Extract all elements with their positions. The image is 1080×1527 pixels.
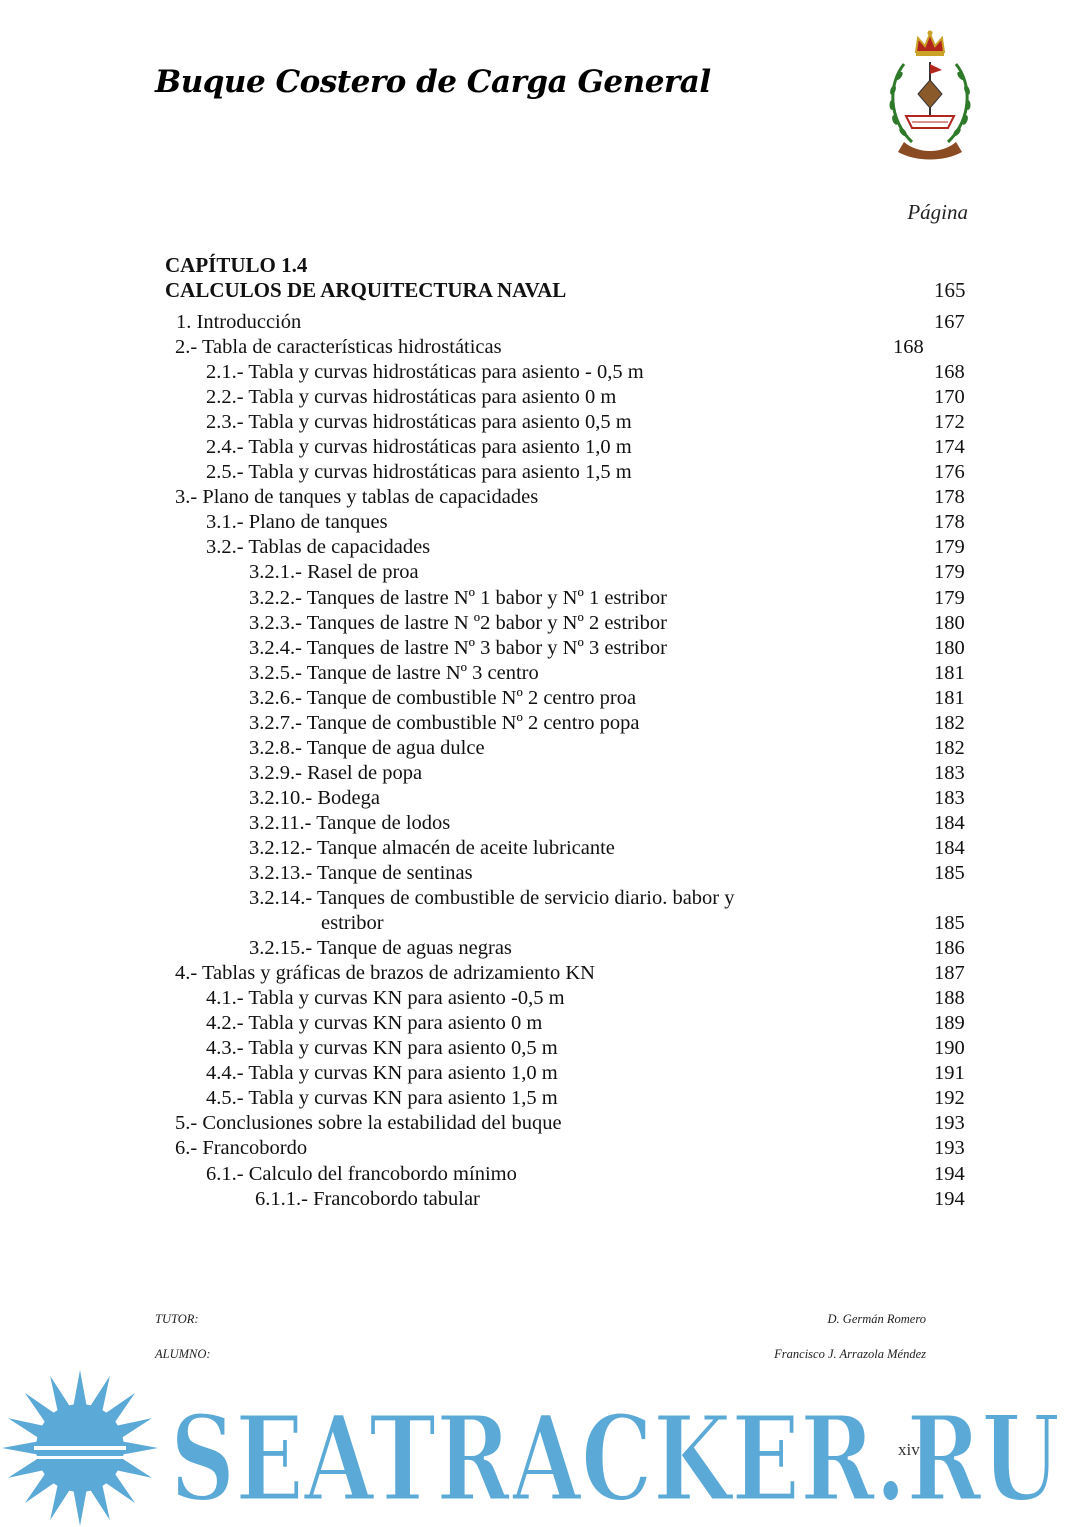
- toc-entry-page: 193: [934, 1137, 965, 1160]
- toc-entry-label: 3.2.3.- Tanques de lastre N º2 babor y Nº 2 estribor: [249, 611, 667, 634]
- toc-entry-label: 3.2.12.- Tanque almacén de aceite lubricante: [249, 836, 615, 859]
- toc-entry-page: 179: [934, 561, 965, 584]
- toc-entry-label: 4.- Tablas y gráficas de brazos de adrizamiento KN: [175, 962, 595, 985]
- toc-entry-label: 3.2.8.- Tanque de agua dulce: [249, 736, 485, 759]
- toc-row: [0, 1036, 1080, 1061]
- toc-row: [0, 736, 1080, 761]
- toc-row: [0, 535, 1080, 560]
- toc-entry-label: 6.- Francobordo: [175, 1137, 308, 1160]
- toc-row: [0, 1011, 1080, 1036]
- toc-entry-page: 192: [934, 1087, 965, 1110]
- toc-row: [0, 786, 1080, 811]
- toc-entry-label: 3.2.2.- Tanques de lastre Nº 1 babor y Nº 1 estribor: [249, 586, 667, 609]
- toc-entry-label: 3.2.9.- Rasel de popa: [249, 761, 423, 784]
- toc-entry-page: 183: [934, 761, 965, 784]
- toc-entry-page: 170: [934, 386, 965, 409]
- toc-row: [0, 510, 1080, 535]
- toc-entry-page: 178: [934, 486, 965, 509]
- toc-entry-page: 178: [934, 511, 965, 534]
- toc-row: [0, 1162, 1080, 1187]
- tutor-name: D. Germán Romero: [827, 1312, 926, 1326]
- toc-row: [0, 886, 1080, 936]
- toc-entry-label: 6.1.- Calculo del francobordo mínimo: [206, 1162, 517, 1185]
- toc-entry-label: 2.3.- Tabla y curvas hidrostáticas para asiento 0,5 m: [206, 411, 632, 434]
- toc-row: [0, 686, 1080, 711]
- toc-row: [0, 636, 1080, 661]
- toc-entry-label-line1: 3.2.14.- Tanques de combustible de servicio diario. babor y: [249, 887, 735, 910]
- toc-entry-label: 3.2.1.- Rasel de proa: [249, 561, 419, 584]
- toc-entry-label: 3.2.5.- Tanque de lastre Nº 3 centro: [249, 661, 539, 684]
- chapter-page: 165: [934, 278, 966, 302]
- toc-row: [0, 611, 1080, 636]
- toc-entry-page: 168: [893, 336, 924, 359]
- toc-entry-label: 2.5.- Tabla y curvas hidrostáticas para asiento 1,5 m: [206, 461, 632, 484]
- toc-row: [0, 1111, 1080, 1136]
- toc-entry-page: 167: [934, 311, 965, 333]
- toc-row: [0, 811, 1080, 836]
- toc-entry-page: 194: [934, 1162, 965, 1185]
- toc-entry-label: 3.- Plano de tanques y tablas de capacidades: [175, 486, 539, 509]
- toc-entry-page: 181: [934, 661, 965, 684]
- toc-entry-page: 180: [934, 636, 965, 659]
- toc-entry-page: 180: [934, 611, 965, 634]
- toc-entry-page: 182: [934, 736, 965, 759]
- toc-entry-label: 4.3.- Tabla y curvas KN para asiento 0,5 m: [206, 1037, 558, 1060]
- toc-entry-page: 174: [934, 436, 965, 459]
- table-of-contents: [0, 310, 1080, 1212]
- toc-row: [0, 936, 1080, 961]
- alumno-label: ALUMNO:: [155, 1347, 211, 1361]
- toc-row: [0, 1187, 1080, 1212]
- chapter-title: CALCULOS DE ARQUITECTURA NAVAL: [165, 278, 567, 302]
- toc-entry-label: 6.1.1.- Francobordo tabular: [255, 1187, 480, 1210]
- page-column-label: Página: [907, 200, 968, 224]
- toc-row: [0, 586, 1080, 611]
- toc-row: [0, 460, 1080, 485]
- tutor-label: TUTOR:: [155, 1312, 199, 1326]
- toc-entry-page: 193: [934, 1112, 965, 1135]
- toc-entry-page: 194: [934, 1187, 965, 1210]
- toc-entry-page: 182: [934, 711, 965, 734]
- toc-row: [0, 1136, 1080, 1161]
- toc-entry-label: 1. Introducción: [176, 311, 302, 333]
- toc-entry-label: 3.2.13.- Tanque de sentinas: [249, 862, 473, 885]
- school-emblem-icon: [882, 24, 978, 162]
- toc-row: [0, 410, 1080, 435]
- toc-row: [0, 1086, 1080, 1111]
- toc-entry-label: 4.2.- Tabla y curvas KN para asiento 0 m: [206, 1012, 543, 1035]
- toc-entry-label: 4.1.- Tabla y curvas KN para asiento -0,5 m: [206, 987, 565, 1010]
- toc-entry-label: 3.2.- Tablas de capacidades: [206, 536, 431, 559]
- toc-entry-label: 2.4.- Tabla y curvas hidrostáticas para asiento 1,0 m: [206, 436, 632, 459]
- toc-entry-label: 4.5.- Tabla y curvas KN para asiento 1,5 m: [206, 1087, 558, 1110]
- toc-entry-label: 4.4.- Tabla y curvas KN para asiento 1,0 m: [206, 1062, 558, 1085]
- toc-entry-label: 5.- Conclusiones sobre la estabilidad del buque: [175, 1112, 562, 1135]
- toc-entry-label: 3.2.15.- Tanque de aguas negras: [249, 937, 512, 960]
- toc-entry-page: 183: [934, 786, 965, 809]
- chapter-number: CAPÍTULO 1.4: [165, 253, 308, 277]
- toc-entry-page: 172: [934, 411, 965, 434]
- toc-entry-page: 190: [934, 1037, 965, 1060]
- toc-entry-label: 2.1.- Tabla y curvas hidrostáticas para asiento - 0,5 m: [206, 361, 644, 384]
- alumno-name: Francisco J. Arrazola Méndez: [774, 1347, 926, 1361]
- toc-entry-page: 186: [934, 937, 965, 960]
- toc-row: [0, 385, 1080, 410]
- toc-row: [0, 435, 1080, 460]
- toc-entry-label: 3.2.11.- Tanque de lodos: [249, 811, 451, 834]
- toc-entry-page: 181: [934, 686, 965, 709]
- toc-row: [0, 836, 1080, 861]
- toc-row: [0, 335, 1080, 360]
- toc-entry-page: 191: [934, 1062, 965, 1085]
- toc-entry-page: 184: [934, 836, 965, 859]
- page-number: xiv: [898, 1440, 920, 1459]
- toc-entry-page: 187: [934, 962, 965, 985]
- toc-entry-label: 3.1.- Plano de tanques: [206, 511, 388, 534]
- toc-entry-label: 3.2.6.- Tanque de combustible Nº 2 centro proa: [249, 686, 637, 709]
- toc-entry-label: 3.2.4.- Tanques de lastre Nº 3 babor y Nº 3 estribor: [249, 636, 667, 659]
- toc-entry-page: 168: [934, 361, 965, 384]
- toc-row: [0, 485, 1080, 510]
- toc-row: [0, 986, 1080, 1011]
- toc-row: [0, 1061, 1080, 1086]
- toc-entry-page: 188: [934, 987, 965, 1010]
- toc-row: [0, 360, 1080, 385]
- toc-entry-page: 179: [934, 536, 965, 559]
- document-title: Buque Costero de Carga General: [155, 64, 711, 100]
- toc-row: [0, 661, 1080, 686]
- toc-row: [0, 961, 1080, 986]
- toc-entry-label-line2: estribor: [321, 912, 384, 935]
- toc-entry-page: 189: [934, 1012, 965, 1035]
- toc-row: [0, 310, 1080, 335]
- toc-row: [0, 560, 1080, 585]
- toc-entry-page: 185: [934, 912, 965, 935]
- watermark-text: SEATRACKER.RU: [170, 1389, 1060, 1527]
- toc-row: [0, 861, 1080, 886]
- toc-entry-page: 179: [934, 586, 965, 609]
- toc-entry-label: [249, 886, 735, 936]
- sun-icon: [2, 1370, 158, 1526]
- toc-entry-label: 3.2.10.- Bodega: [249, 786, 380, 809]
- toc-entry-page: 184: [934, 811, 965, 834]
- toc-entry-label: 3.2.7.- Tanque de combustible Nº 2 centro popa: [249, 711, 640, 734]
- toc-entry-page: 176: [934, 461, 965, 484]
- toc-entry-label: 2.- Tabla de características hidrostáticas: [175, 336, 502, 359]
- toc-entry-label: 2.2.- Tabla y curvas hidrostáticas para asiento 0 m: [206, 386, 617, 409]
- toc-row: [0, 711, 1080, 736]
- toc-row: [0, 761, 1080, 786]
- toc-entry-page: 185: [934, 862, 965, 885]
